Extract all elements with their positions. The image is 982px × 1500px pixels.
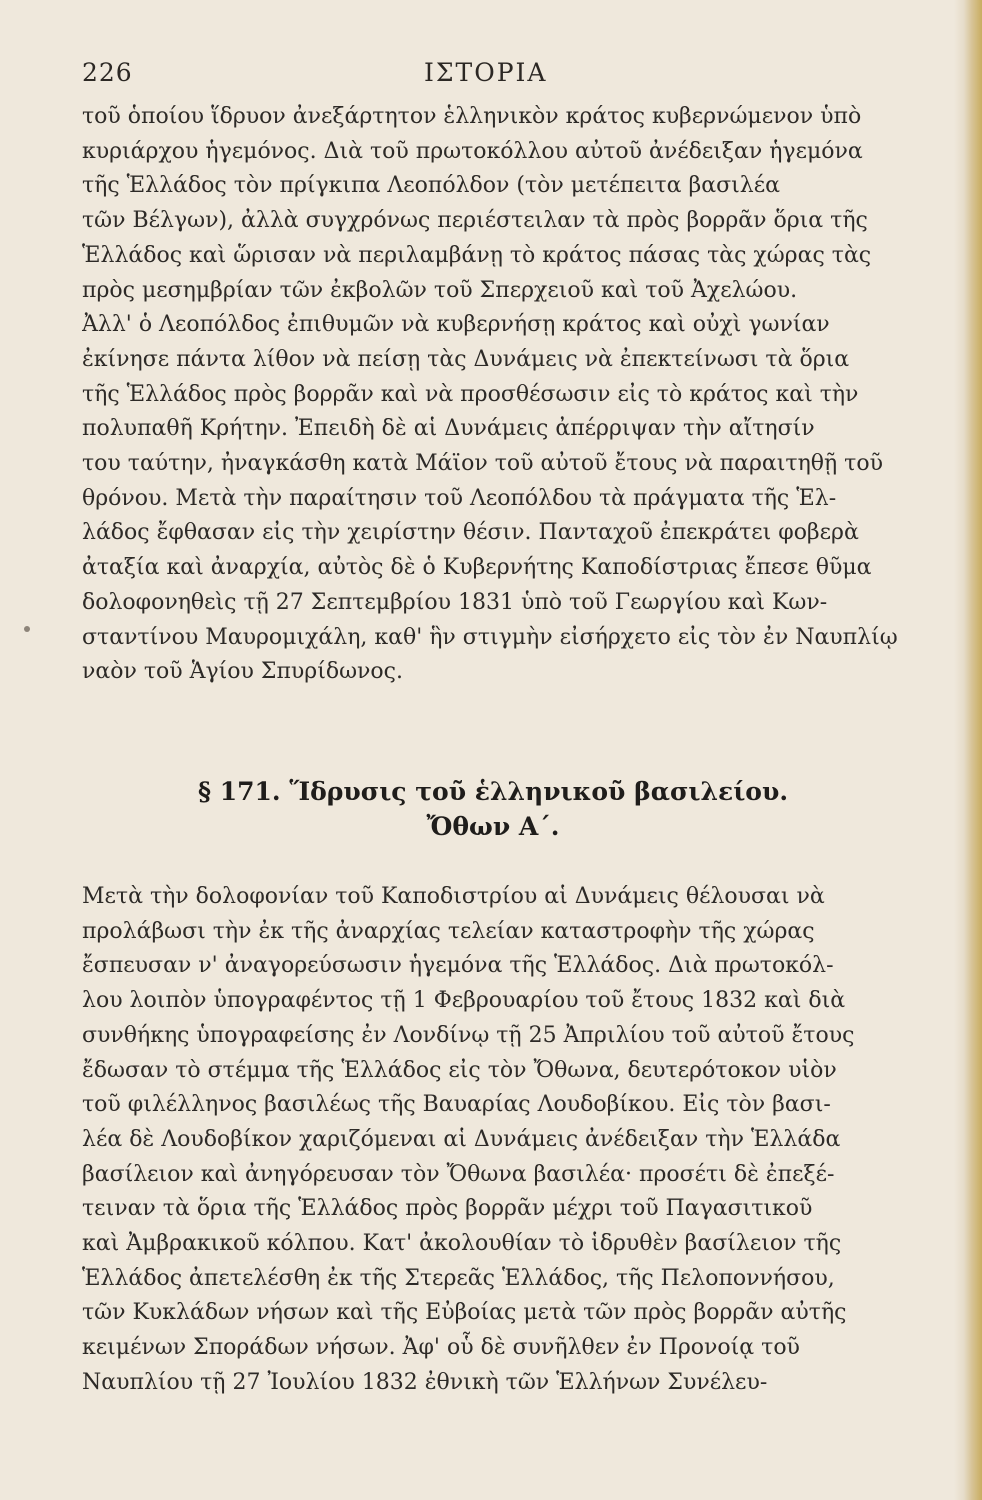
paragraph-kingdom-founding [82, 880, 904, 1440]
text-line: λου λοιπὸν ὑπογραφέντος τῇ 1 Φεβρουαρίου τοῦ ἔτους 1832 καὶ διὰ [82, 988, 846, 1014]
text-line: λάδος ἔφθασαν εἰς τὴν χειρίστην θέσιν. Πανταχοῦ ἐπεκράτει φοβερὰ [82, 520, 859, 546]
page-number: 226 [82, 58, 133, 87]
text-line: τοῦ φιλέλληνος βασιλέως τῆς Βαυαρίας Λουδοβίκου. Εἰς τὸν βασι- [82, 1092, 831, 1118]
paragraph-history-before-section [82, 100, 904, 740]
text-line: τῆς Ἑλλάδος τὸν πρίγκιπα Λεοπόλδον (τὸν μετέπειτα βασιλέα [82, 173, 780, 199]
text-line: τοῦ ὁποίου ἵδρυον ἀνεξάρτητον ἑλληνικὸν κράτος κυβερνώμενον ὑπὸ [82, 104, 862, 129]
text-line: προλάβωσι τὴν ἐκ τῆς ἀναρχίας τελείαν καταστροφὴν τῆς χώρας [82, 918, 815, 944]
page-header [82, 58, 904, 94]
text-line: δολοφονηθεὶς τῇ 27 Σεπτεμβρίου 1831 ὑπὸ τοῦ Γεωργίου καὶ Κων- [82, 589, 828, 615]
text-line: τῶν Κυκλάδων νήσων καὶ τῆς Εὐβοίας μετὰ τῶν πρὸς βορρᾶν αὐτῆς [82, 1300, 847, 1326]
text-line: τειναν τὰ ὅρια τῆς Ἑλλάδος πρὸς βορρᾶν μέχρι τοῦ Παγασιτικοῦ [82, 1196, 813, 1222]
text-line: ναὸν τοῦ Ἁγίου Σπυρίδωνος. [82, 659, 403, 685]
text-line: τῆς Ἑλλάδος πρὸς βορρᾶν καὶ νὰ προσθέσωσιν εἰς τὸ κράτος καὶ τὴν [82, 381, 859, 407]
section-title [82, 774, 904, 844]
text-line: πρὸς μεσημβρίαν τῶν ἐκβολῶν τοῦ Σπερχειοῦ καὶ τοῦ Ἀχελώου. [82, 277, 798, 303]
section-title-line: Ὄθων Α΄. [426, 812, 560, 841]
text-line: καὶ Ἀμβρακικοῦ κόλπου. Κατ' ἀκολουθίαν τὸ ἱδρυθὲν βασίλειον τῆς [82, 1231, 842, 1257]
text-line: Μετὰ τὴν δολοφονίαν τοῦ Καποδιστρίου αἱ Δυνάμεις θέλουσαι νὰ [82, 884, 825, 909]
text-line: Ἑλλάδος ἀπετελέσθη ἐκ τῆς Στερεᾶς Ἑλλάδος, τῆς Πελοποννήσου, [82, 1265, 835, 1291]
page-edge [954, 0, 982, 1500]
text-line: τῶν Βέλγων), ἀλλὰ συγχρόνως περιέστειλαν τὰ πρὸς βορρᾶν ὅρια τῆς [82, 208, 868, 234]
text-line: κυριάρχου ἡγεμόνος. Διὰ τοῦ πρωτοκόλλου αὐτοῦ ἀνέδειξαν ἡγεμόνα [82, 138, 863, 164]
text-line: Ναυπλίου τῇ 27 Ἰουλίου 1832 ἐθνικὴ τῶν Ἑλλήνων Συνέλευ- [82, 1369, 768, 1395]
text-line: ἔδωσαν τὸ στέμμα τῆς Ἑλλάδος εἰς τὸν Ὄθωνα, δευτερότοκον υἱὸν [82, 1057, 837, 1083]
text-line: Ἑλλάδος καὶ ὥρισαν νὰ περιλαμβάνῃ τὸ κράτος πάσας τὰς χώρας τὰς [82, 242, 872, 268]
text-line: πολυπαθῆ Κρήτην. Ἐπειδὴ δὲ αἱ Δυνάμεις ἀπέρριψαν τὴν αἴτησίν [82, 416, 815, 442]
text-line: θρόνου. Μετὰ τὴν παραίτησιν τοῦ Λεοπόλδου τὰ πράγματα τῆς Ἑλ- [82, 485, 837, 511]
text-line: ἔσπευσαν ν' ἀναγορεύσωσιν ἡγεμόνα τῆς Ἑλλάδος. Διὰ πρωτοκόλ- [82, 953, 834, 979]
text-line: συνθήκης ὑπογραφείσης ἐν Λονδίνῳ τῇ 25 Ἀπριλίου τοῦ αὐτοῦ ἔτους [82, 1022, 855, 1048]
text-line: σταντίνου Μαυρομιχάλη, καθ' ἣν στιγμὴν εἰσήρχετο εἰς τὸν ἐν Ναυπλίῳ [82, 624, 898, 650]
text-line: λέα δὲ Λουδοβίκον χαριζόμεναι αἱ Δυνάμεις ἀνέδειξαν τὴν Ἑλλάδα [82, 1126, 841, 1152]
running-head: ΙΣΤΟΡΙΑ [424, 58, 548, 87]
text-line: βασίλειον καὶ ἀνηγόρευσαν τὸν Ὄθωνα βασιλέα· προσέτι δὲ ἐπεξέ- [82, 1161, 835, 1187]
margin-mark [24, 626, 30, 632]
text-line: Ἀλλ' ὁ Λεοπόλδος ἐπιθυμῶν νὰ κυβερνήσῃ κράτος καὶ οὐχὶ γωνίαν [82, 312, 830, 338]
text-line: κειμένων Σποράδων νήσων. Ἀφ' οὗ δὲ συνῆλθεν ἐν Προνοίᾳ τοῦ [82, 1335, 800, 1361]
text-line: του ταύτην, ἠναγκάσθη κατὰ Μάϊον τοῦ αὐτοῦ ἔτους νὰ παραιτηθῇ τοῦ [82, 451, 883, 477]
text-line: ἐκίνησε πάντα λίθον νὰ πείσῃ τὰς Δυνάμεις νὰ ἐπεκτείνωσι τὰ ὅρια [82, 346, 850, 372]
section-title-line: § 171. Ἵδρυσις τοῦ ἑλληνικοῦ βασιλείου. [197, 777, 789, 806]
text-line: ἀταξία καὶ ἀναρχία, αὐτὸς δὲ ὁ Κυβερνήτης Καποδίστριας ἔπεσε θῦμα [82, 555, 872, 581]
